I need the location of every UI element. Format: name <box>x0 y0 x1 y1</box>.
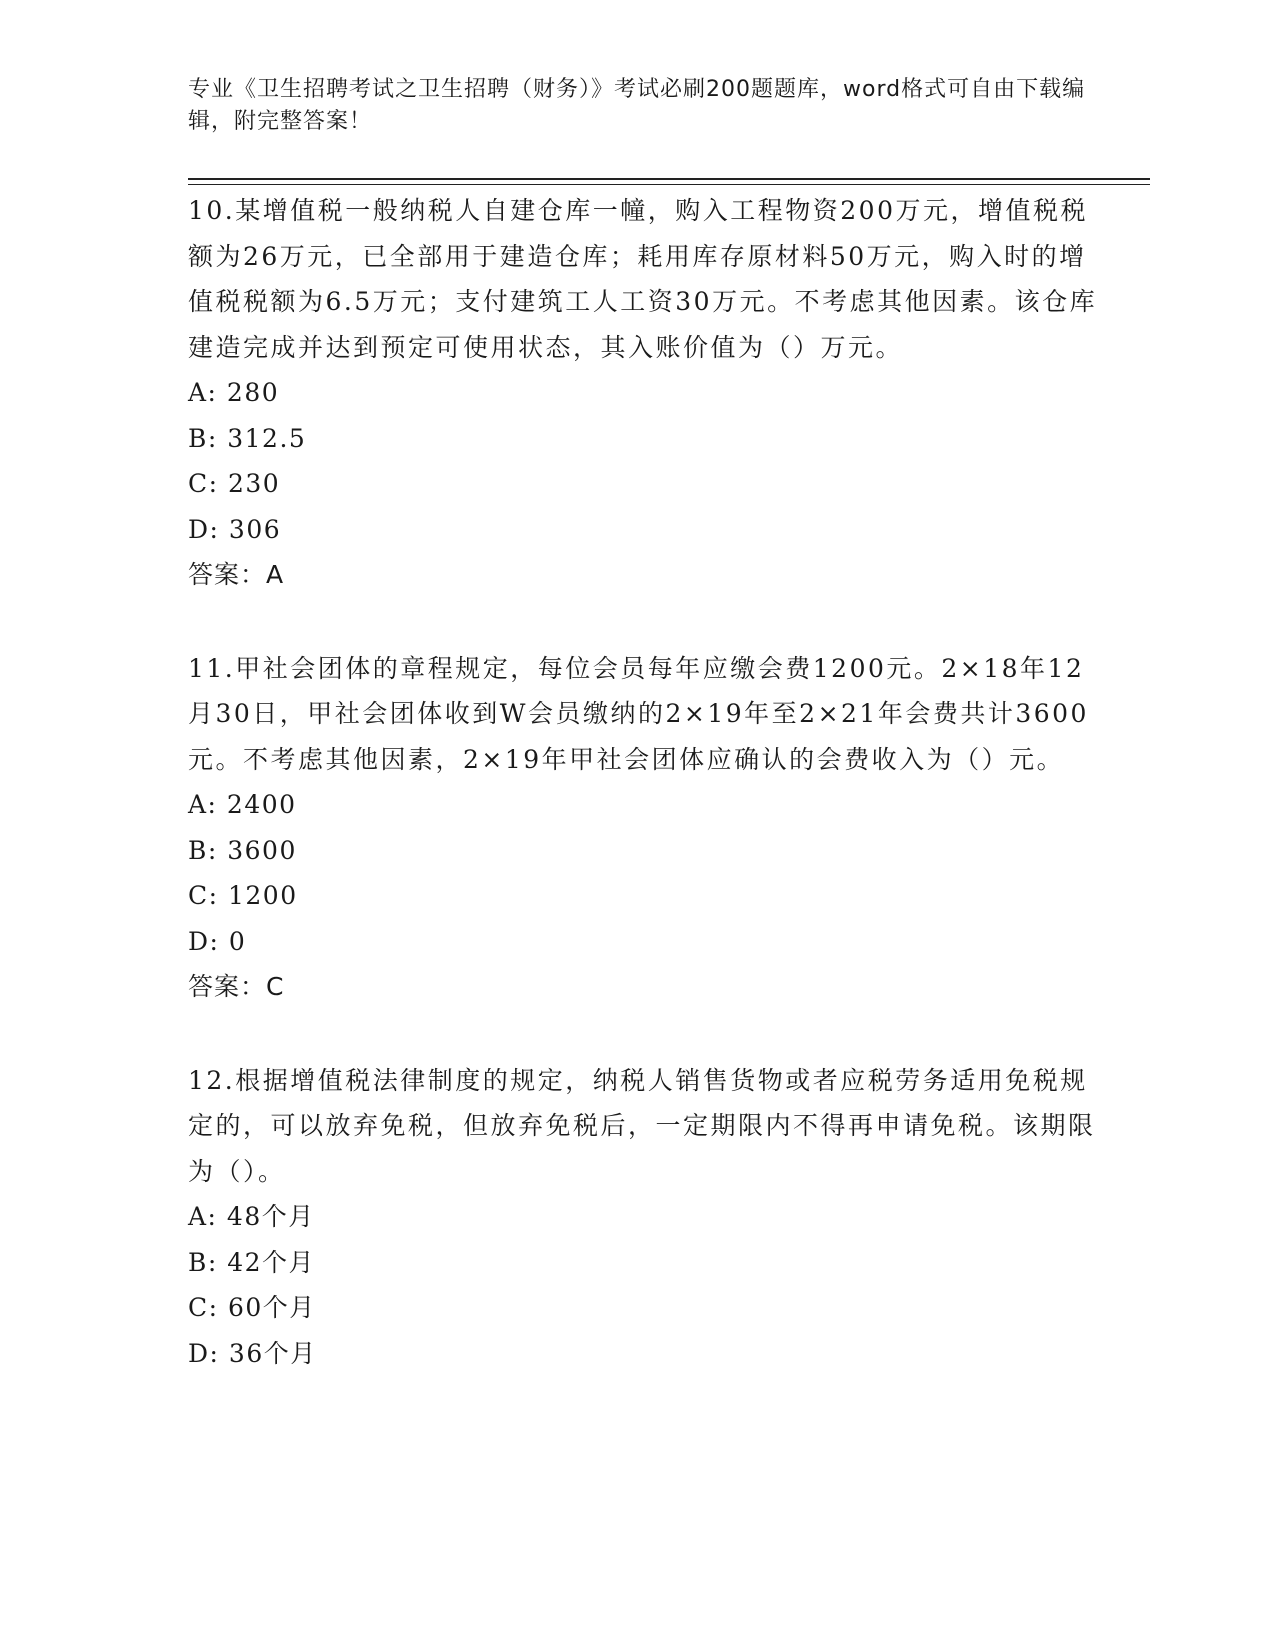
document-page <box>188 0 1150 1650</box>
question-list <box>188 188 1098 1424</box>
option-d: D: 0 <box>188 926 247 956</box>
question-text: 10.某增值税一般纳税人自建仓库一幢，购入工程物资200万元，增值税税额为26万元，已全部用于建造仓库；耗用库存原材料50万元，购入时的增值税税额为6.5万元；支付建筑工人工资30万元。不考虑其他因素。该仓库建造完成并达到预定可使用状态，其入账价值为（）万元。 <box>188 196 1098 362</box>
question-text: 12.根据增值税法律制度的规定，纳税人销售货物或者应税劳务适用免税规定的，可以放弃免税，但放弃免税后，一定期限内不得再申请免税。该期限为（）。 <box>188 1065 1096 1186</box>
option-c: C: 60个月 <box>188 1293 316 1322</box>
question-12 <box>188 1058 1098 1377</box>
option-a: A: 280 <box>188 378 280 407</box>
document-header: 专业《卫生招聘考试之卫生招聘（财务）》考试必刷200题题库，word格式可自由下载编辑，附完整答案！ <box>188 77 1086 134</box>
option-d: D: 36个月 <box>188 1338 317 1368</box>
option-a: A: 48个月 <box>188 1202 315 1231</box>
option-d: D: 306 <box>188 514 282 544</box>
option-b: B: 312.5 <box>188 423 307 453</box>
option-a: A: 2400 <box>188 790 297 819</box>
option-b: B: 3600 <box>188 835 297 865</box>
header-divider <box>188 178 1150 185</box>
option-c: C: 230 <box>188 469 281 498</box>
option-c: C: 1200 <box>188 881 298 910</box>
answer: 答案：C <box>188 972 285 1001</box>
answer: 答案：A <box>188 560 285 589</box>
question-text: 11.甲社会团体的章程规定，每位会员每年应缴会费1200元。2×18年12月30日，甲社会团体收到W会员缴纳的2×19年至2×21年会费共计3600元。不考虑其他因素，2×19年甲社会团体应确认的会费收入为（）元。 <box>188 653 1089 774</box>
question-10 <box>188 188 1098 598</box>
option-b: B: 42个月 <box>188 1247 316 1277</box>
question-11 <box>188 646 1098 1010</box>
